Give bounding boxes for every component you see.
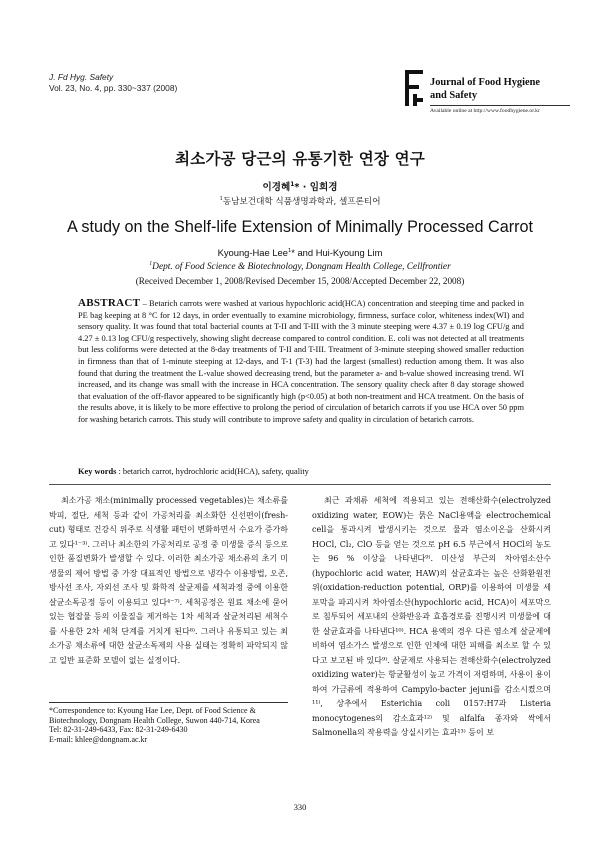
footnote-line-2: Tel: 82-31-249-6433, Fax: 82-31-249-6430 (49, 725, 188, 735)
intro-paragraph-2: 최근 과채류 세척에 적용되고 있는 전해산화수(electrolyzed oxidizing water, EOW)는 묽은 NaCl용액을 electrochemical cell을 통과시켜 발생시키는 것으로 물과 염소이온을 산화시켜 HOCl, Cl₂, ClO 등을 얻는 것으로 pH 6.5 부근에서 HOCl의 농도는 96 % 이상을 나타낸다⁹⁾. 미산성 부근의 차아염소산수(hypochloric acid water, HAW)의 살균효과는 높은 산화환원전위(oxidation-reduction potential, ORP)를 이용하여 미생물 세포막을 파괴시켜 차아염소산(hypochloric acid, HCA)이 세포막으로 침투되어 세포내의 산화반응과 효흡경로를 진행시켜 미생물에 대한 살균효과를 나타낸다¹⁰⁾. HCA 용액의 경우 다른 염소계 살균제에 비하여 염소가스 발생으로 인한 인체에 대한 피해를 최소로 할 수 있다고 보고된 바 있다⁹⁾. 살균제로 사용되는 전해산화수(electrolyzed oxidizing water)는 항균활성이 높고 가격이 저렴하며, 사용이 용이하여 가금류에 적용하여 Campylo-bacter jejuni를 감소시켰으며¹¹⁾, 상추에서 Esterichia coli 0157:H7과 Listeria monocytogenes의 감소효과¹²⁾ 및 alfalfa 종자와 싹에서 Salmonella의 작용력을 상실시키는 효과¹³⁾ 등이 보 (312, 496, 551, 737)
english-title: A study on the Shelf-life Extension of Minimally Processed Carrot (66, 218, 534, 236)
korean-affiliation-text: 동남보건대학 식품생명과학과, 셀프론티어 (222, 197, 381, 207)
correspondence-footnote (49, 706, 288, 744)
body-column-left (49, 494, 288, 668)
volume-info: Vol. 23, No. 4, pp. 330~337 (2008) (49, 82, 178, 93)
english-affiliation (0, 262, 600, 272)
keywords-text: : betarich carrot, hydrochloric acid(HCA), safety, quality (116, 467, 309, 476)
online-availability: Available online at http://www.foodhygiene.or.kr (430, 108, 540, 114)
abstract-label: ABSTRACT (78, 297, 141, 309)
footnote-line-3: E-mail: khlee@dongnam.ac.kr (49, 734, 148, 744)
section-divider (49, 484, 551, 485)
english-author-main: Kyoung-Hae Lee (217, 247, 288, 258)
page-number: 330 (293, 803, 307, 812)
korean-author-mark: 1 (290, 180, 295, 188)
english-affiliation-text: Dept. of Food Science & Biotechnology, Dongnam Health College, Cellfrontier (152, 262, 451, 272)
body-column-right (312, 494, 551, 741)
journal-logo-icon (403, 68, 425, 108)
journal-name-line1: Journal of Food Hygiene (430, 77, 540, 88)
keywords (78, 466, 524, 477)
korean-affiliation-mark: 1 (219, 196, 223, 203)
journal-citation (49, 72, 177, 93)
received-dates: (Received December 1, 2008/Revised December 15, 2008/Accepted December 22, 2008) (135, 276, 465, 286)
footnote-rule (49, 702, 288, 703)
abstract (78, 298, 524, 426)
keywords-label: Key words (78, 467, 117, 476)
journal-abbrev: J. Fd Hyg. Safety (49, 72, 114, 82)
english-authors (0, 247, 600, 258)
journal-brand-rule (430, 105, 570, 106)
intro-paragraph-1: 최소가공 채소(minimally processed vegetables)는 채소류를 박피, 절단, 세척 등과 같이 가공처리를 최소화한 신선편이(fresh-cut) 형태로 건강식 위주로 식생활 패턴이 변화하면서 수요가 증가하고 있다¹⁻³⁾. 그러나 최소한의 가공처리로 공정 중 미생물 증식 등으로 인한 품질변화가 발생할 수 있다. 이러한 최소가공 채소류의 초기 미생물의 제어 방법 중 가장 대표적인 방법으로 냉각수 이용방법, 오존, 방사선 조사, 자외선 조사 및 화학적 살균제를 세척과정 중에 이용한 살균소독공정 등이 이용되고 있다⁴⁻⁷⁾. 세척공정은 원료 채소에 묻어 있는 협잡물 등의 이물질을 제거하는 1차 세척과 살균처리된 세척수를 사용한 2차 세척 단계를 거치게 된다⁸⁾. 그러나 유통되고 있는 최소가공 채소류에 대한 살균소독제의 사용 실태는 정확히 파악되지 않고 일반 표준화 모델이 없는 실정이다. (49, 496, 288, 665)
abstract-text: – Betarich carrots were washed at various hypochloric acid(HCA) concentration and steeping time and packed in PE bag keeping at 8 °C for 12 days, in order eventually to examine microbiology, firmness, surface color, whiteness index(WI) and sensory quality. It was found that total bacterial counts at T-II and T-III with the 3 minute steeping were 4.37 ± 0.19 log CFU/g and 4.27 ± 0.13 log CFU/g respectively, showing slight decrease compared to control condition. E. coli was not detected at all treatments but less coliforms were detected at the 8-day treatments of T-II and T-III. Treatment of 3-minute steeping showed smaller reduction in firmness than that of 1-minute steeping at 12-days, and T-1 (T-3) had the largest (smallest) reduction among them. It was also found that during the treatment the L-value showed decreasing trend, but the parameter a- and b-value showed increasing trend. WI increased, and its change was small with the increase in HCA concentration. The sensory quality check after 8 day storage showed that evaluation of the off-flavor appeared to be significantly high (p<0.05) at both non-treatment and HCA treatment. On the basis of the results above, it is likely to be more effective to prolong the period of circulation of betarich carrots if you use HCA over 50 ppm for washing betarich carrots. This study will contribute to improve safety and quality in circulation of betarich carrots. (78, 299, 524, 424)
english-author-mark: 1 (287, 247, 292, 254)
korean-title: 최소가공 당근의 유통기한 연장 연구 (175, 150, 425, 168)
english-author-rest: * and Hui-Kyoung Lim (291, 247, 383, 258)
journal-brand (430, 76, 570, 114)
korean-author-main: 이경혜 (262, 182, 291, 193)
english-affiliation-mark: 1 (149, 260, 153, 267)
footnote-line-1: *Correspondence to: Kyoung Hae Lee, Dept. of Food Science & Biotechnology, Dongnam Health College, Suwon 440-714, Korea (49, 706, 260, 725)
korean-author-rest: * · 임희경 (294, 182, 338, 193)
korean-affiliation (0, 195, 600, 207)
korean-authors (0, 179, 600, 193)
journal-name-line2: and Safety (430, 90, 478, 101)
